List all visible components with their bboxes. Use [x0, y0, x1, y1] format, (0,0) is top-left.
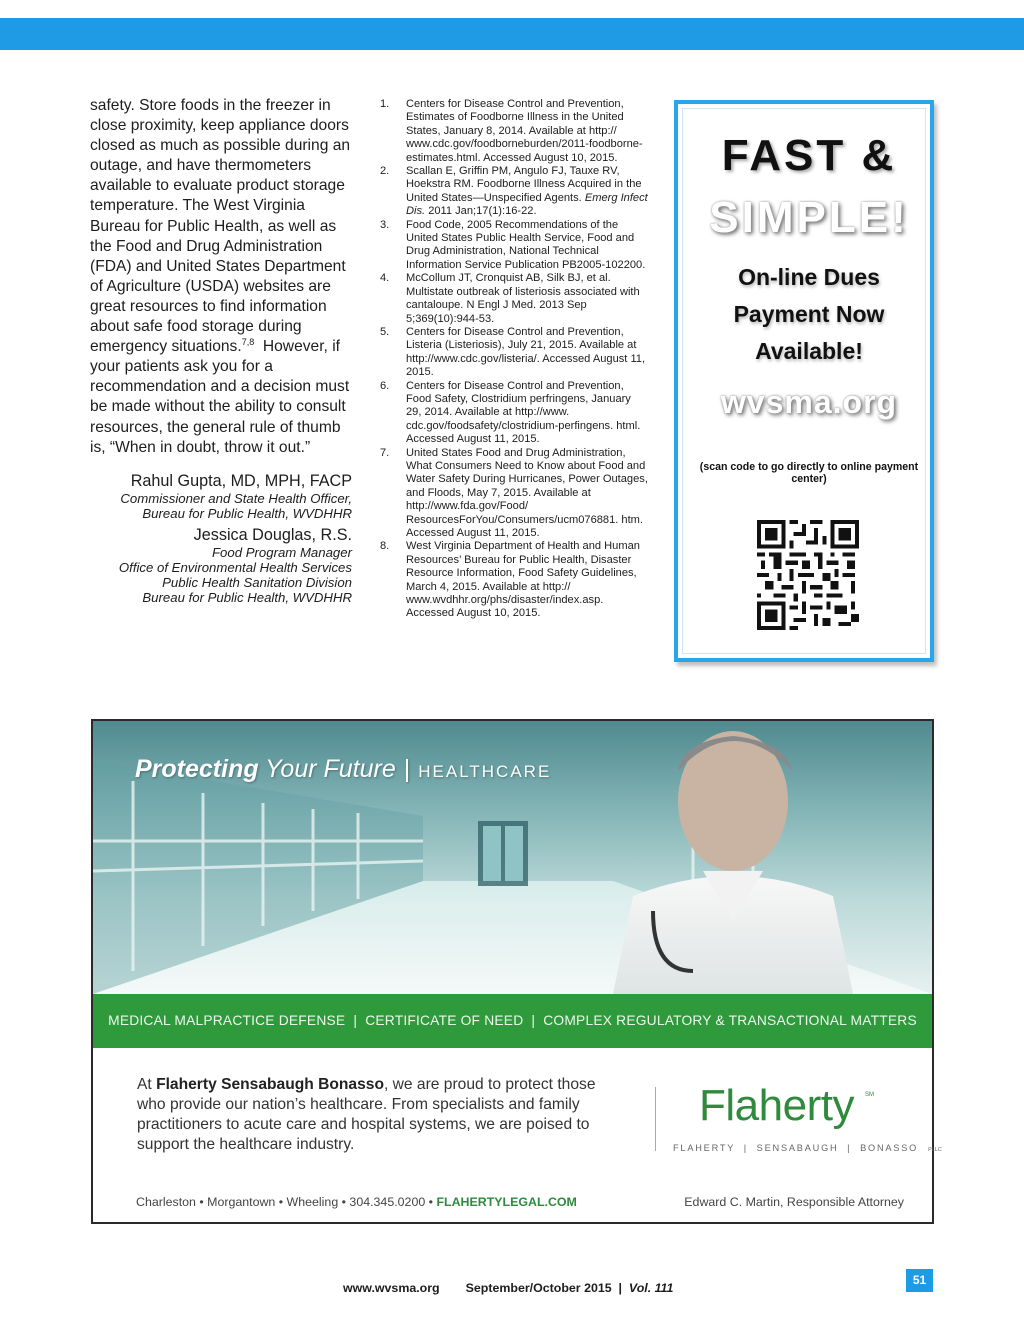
- ad-title-rest: Your Future: [258, 755, 396, 783]
- reference-number: 2.: [380, 165, 390, 178]
- author-title: Bureau for Public Health, WVDHHR: [142, 506, 352, 521]
- reference-text: Food Code, 2005 Recommendations of the United States Public Health Service, Food and Drug Administration, National Technical Information Service Publication PB2005-102200.: [406, 218, 646, 271]
- reference-item: [380, 165, 648, 219]
- reference-number: 6.: [380, 379, 390, 392]
- ad-body-text: [137, 1075, 597, 1155]
- flaherty-law-ad[interactable]: [91, 719, 942, 1224]
- ad-title: [135, 755, 551, 784]
- reference-number: 8.: [380, 540, 390, 553]
- reference-list: [380, 98, 648, 621]
- ad-body-text-start: At: [137, 1076, 157, 1093]
- footer-issue: September/October 2015: [465, 1281, 612, 1295]
- ad-website-link[interactable]: wvsma.org: [720, 384, 898, 420]
- ad-dues-line: Payment Now: [733, 301, 885, 327]
- page-number: 51: [906, 1269, 933, 1292]
- reference-item: [380, 540, 648, 620]
- article-text-a: safety. Store foods in the freezer in close proximity, keep appliance doors closed as much as possible during an outage, and have thermometers available to evaluate product storage temperature. The West Virginia Bureau for Public Health, as well as the Food and Drug Administration (FDA) and United States Department of Agriculture (USDA) websites are great resources to find information about safe food storage during emergency situations.: [90, 97, 351, 356]
- flaherty-logo: Flaherty: [699, 1081, 854, 1130]
- reference-text: Scallan E, Griffin PM, Angulo FJ, Tauxe RV, Hoekstra RM. Foodborne Illness Acquired in the United States—Unspecified Agents.: [406, 165, 642, 204]
- ad-headline-simple: SIMPLE!: [709, 193, 909, 242]
- service-mark: SM: [865, 1092, 874, 1098]
- page-footer: [343, 1281, 673, 1295]
- dues-payment-ad[interactable]: [674, 100, 934, 662]
- firm-names: [673, 1143, 942, 1153]
- ad-title-separator: |: [403, 755, 411, 783]
- ad-divider: [655, 1087, 656, 1151]
- pllc-label: PLLC: [928, 1147, 942, 1153]
- footer-separator: |: [618, 1281, 622, 1295]
- author-name: Rahul Gupta, MD, MPH, FACP: [130, 472, 352, 490]
- ad-headline-fast: FAST &: [721, 131, 897, 180]
- reference-item: [380, 447, 648, 541]
- reference-number: 3.: [380, 218, 390, 231]
- ad-scan-note: (scan code to go directly to online payment center): [699, 461, 919, 485]
- article-text-b: However, if your patients ask you for a recommendation and a decision must be made without the ability to consult resources, the general rule of thumb is, “When in doubt, throw it out.”: [90, 338, 354, 456]
- contact-info: Charleston • Morgantown • Wheeling • 304.345.0200 •: [136, 1195, 437, 1209]
- reference-number: 4.: [380, 272, 390, 285]
- reference-text: West Virginia Department of Health and Human Resources’ Bureau for Public Health, Disaster Resource Information, Food Safety Guidelines, March 4, 2015. Available at http:// www.wvdhhr.org/phs/disaster/index.asp. Accessed August 10, 2015.: [406, 540, 640, 620]
- author-title: Commissioner and State Health Officer,: [120, 491, 352, 506]
- reference-text: McCollum JT, Cronquist AB, Silk BJ, et al. Multistate outbreak of listeriosis associated with cantaloupe. N Engl J Med. 2013 Sep 5;369(10):944-53.: [406, 272, 640, 325]
- reference-text: Centers for Disease Control and Prevention, Listeria (Listeriosis), July 21, 2015. Available at http://www.cdc.gov/listeria/. Accessed August 11, 2015.: [406, 325, 646, 379]
- author-signatures: [100, 471, 352, 605]
- reference-journal: Emerg Infect Dis.: [406, 191, 648, 218]
- ad-dues-text: [683, 259, 935, 370]
- flaherty-website-link[interactable]: FLAHERTYLEGAL.COM: [436, 1195, 577, 1209]
- reference-citation: 2011 Jan;17(1):16-22.: [425, 205, 537, 218]
- ad-dues-line: Available!: [755, 338, 863, 364]
- ad-body-text-end: , we are proud to protect those who provide our nation’s healthcare. From specialists and family practitioners to acute care and hospital systems, we are poised to support the healthcare industry.: [137, 1076, 596, 1153]
- services-bar: MEDICAL MALPRACTICE DEFENSE | CERTIFICATE OF NEED | COMPLEX REGULATORY & TRANSACTIONAL MATTERS: [93, 994, 932, 1048]
- author-title: Bureau for Public Health, WVDHHR: [142, 590, 352, 605]
- author-block: [100, 525, 352, 605]
- reference-number: 5.: [380, 325, 390, 338]
- reference-number: 7.: [380, 446, 390, 459]
- ad-inner-frame: [682, 108, 926, 654]
- ad-title-tag: HEALTHCARE: [418, 762, 552, 781]
- footer-website: www.wvsma.org: [343, 1281, 440, 1295]
- contact-line: [136, 1195, 577, 1209]
- reference-text: United States Food and Drug Administration, What Consumers Need to Know about Food and Water Safety During Hurricanes, Power Outages, and Floods, May 7, 2015. Available at http://www.fda.gov/Food/ ResourcesForYou/Consumers/ucm076881. htm. Accessed August 11, 2015.: [406, 446, 648, 539]
- reference-number: 1.: [380, 98, 390, 110]
- author-title: Food Program Manager: [211, 545, 352, 560]
- citation-superscript: 7,8: [241, 336, 255, 347]
- reference-item: [380, 98, 648, 165]
- ad-dues-line: On-line Dues: [738, 264, 880, 290]
- author-title: Public Health Sanitation Division: [162, 575, 352, 590]
- footer-volume: Vol. 111: [628, 1281, 674, 1295]
- responsible-attorney: Edward C. Martin, Responsible Attorney: [684, 1195, 904, 1209]
- reference-item: [380, 219, 648, 273]
- author-title: Office of Environmental Health Services: [118, 560, 352, 575]
- hospital-corridor-photo: [93, 721, 932, 994]
- qr-code[interactable]: [757, 519, 859, 631]
- reference-text: Centers for Disease Control and Prevention, Food Safety, Clostridium perfringens, January 29, 2014. Available at http://www. cdc.gov/foodsafety/clostridium-perfingens. html. Accessed August 11, 2015.: [406, 379, 641, 446]
- article-body: [90, 96, 358, 458]
- reference-item: [380, 326, 648, 380]
- ad-firm-name: Flaherty Sensabaugh Bonasso: [156, 1076, 384, 1093]
- reference-item: [380, 380, 648, 447]
- firm-names-text: FLAHERTY | SENSABAUGH | BONASSO: [673, 1143, 919, 1153]
- top-banner-bar: [0, 18, 1024, 50]
- author-block: [100, 471, 352, 521]
- reference-text: Centers for Disease Control and Prevention, Estimates of Foodborne Illness in the United States, January 8, 2014. Available at http:// www.cdc.gov/foodborneburden/2011-foodborne-estimates.html. Accessed August 10, 2015.: [406, 98, 643, 164]
- author-name: Jessica Douglas, R.S.: [193, 526, 352, 544]
- ad-title-bold: Protecting: [135, 755, 259, 783]
- reference-item: [380, 272, 648, 326]
